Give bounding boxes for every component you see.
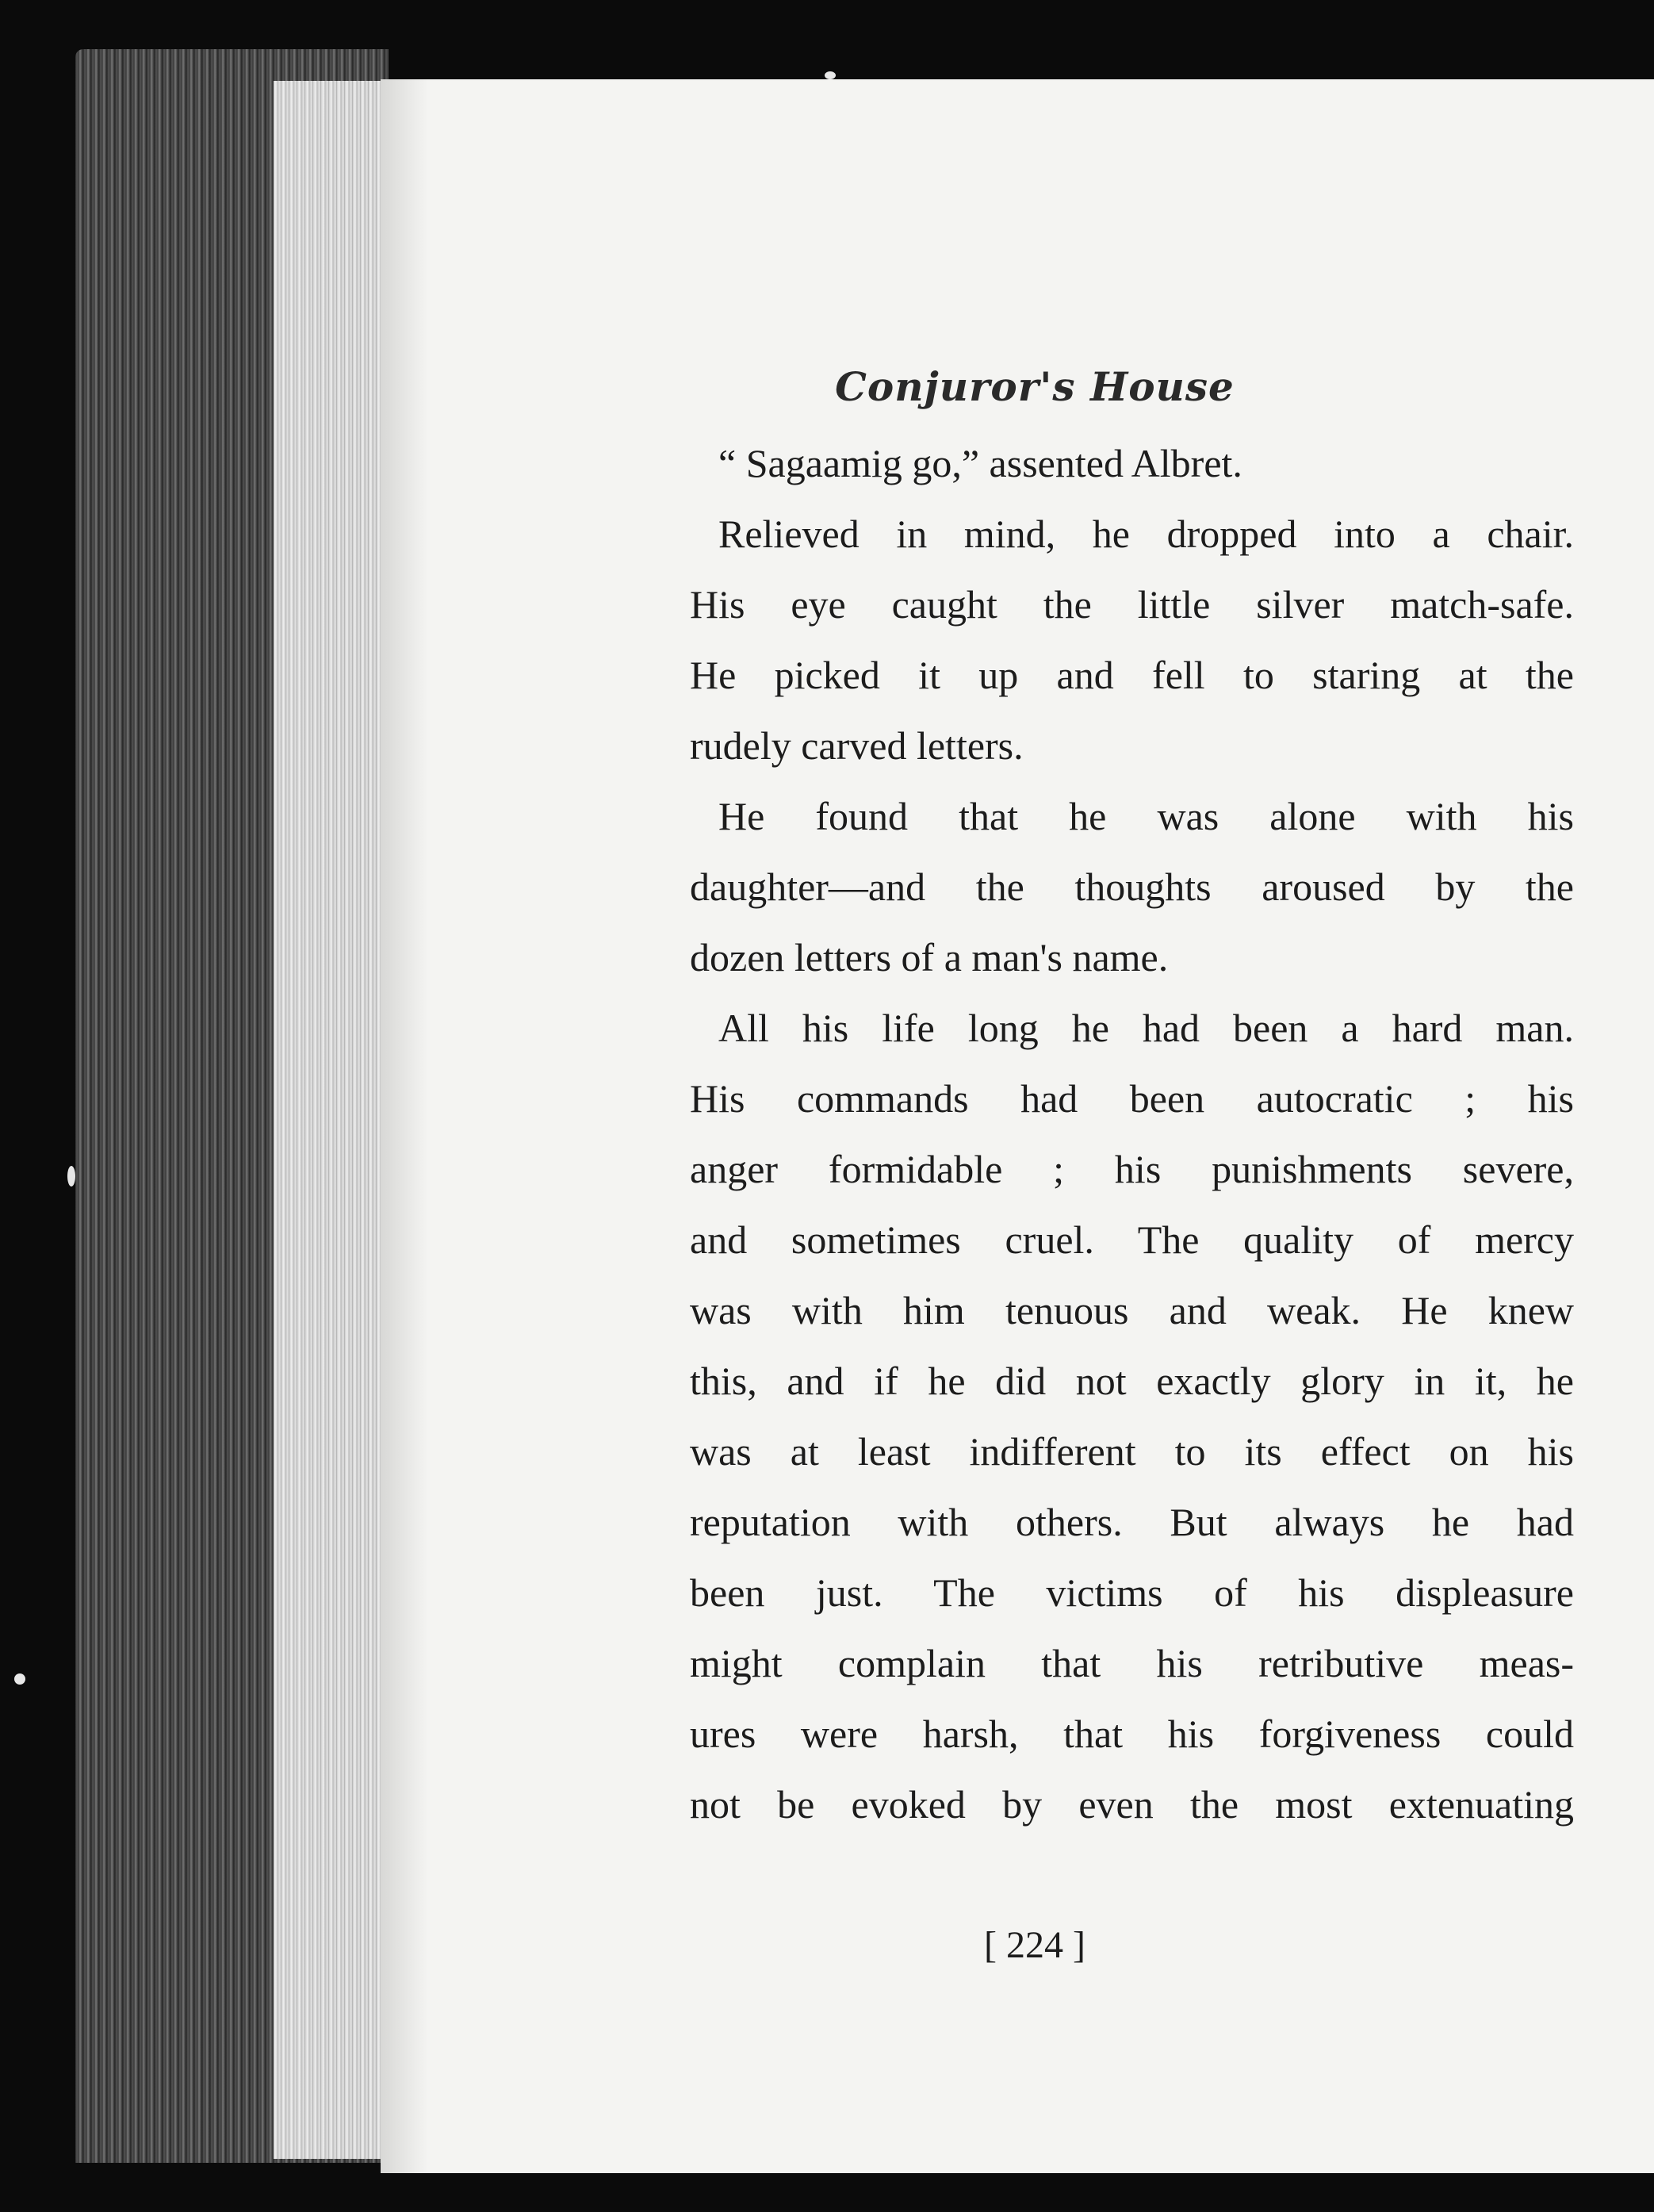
body-text: [690, 428, 1574, 1840]
text-line: He picked it up and fell to staring at the: [690, 653, 1574, 697]
text-line: not be evoked by even the most extenuating: [690, 1782, 1574, 1827]
text-line: All his life long he had been a hard man.: [718, 1006, 1574, 1050]
text-line: Relieved in mind, he dropped into a chair.: [718, 512, 1574, 556]
text-line: this, and if he did not exactly glory in it, he: [690, 1359, 1574, 1403]
text-line: rudely carved letters.: [690, 723, 1024, 768]
dust-speck: [14, 1673, 25, 1685]
dust-speck: [825, 71, 836, 79]
text-line: His eye caught the little silver match-safe.: [690, 582, 1574, 627]
book-page-edges: [75, 49, 389, 2163]
text-line: might complain that his retributive meas-: [690, 1641, 1574, 1685]
text-line: anger formidable ; his punishments severe,: [690, 1147, 1574, 1191]
text-line: dozen letters of a man's name.: [690, 935, 1169, 979]
text-line: “ Sagaamig go,” assented Albret.: [718, 441, 1242, 485]
text-line: was at least indifferent to its effect on his: [690, 1429, 1574, 1474]
text-line: daughter—and the thoughts aroused by the: [690, 864, 1574, 909]
text-line: and sometimes cruel. The quality of mercy: [690, 1217, 1574, 1262]
text-line: reputation with others. But always he had: [690, 1500, 1574, 1544]
text-line: He found that he was alone with his: [718, 794, 1574, 838]
text-line: His commands had been autocratic ; his: [690, 1076, 1574, 1121]
text-line: was with him tenuous and weak. He knew: [690, 1288, 1574, 1332]
printed-page: [381, 79, 1654, 2173]
text-line: ures were harsh, that his forgiveness could: [690, 1712, 1574, 1756]
dust-speck: [67, 1166, 75, 1187]
text-line: been just. The victims of his displeasure: [690, 1570, 1574, 1615]
running-head: Conjuror's House: [835, 363, 1235, 410]
page-number: [ 224 ]: [984, 1924, 1085, 1966]
